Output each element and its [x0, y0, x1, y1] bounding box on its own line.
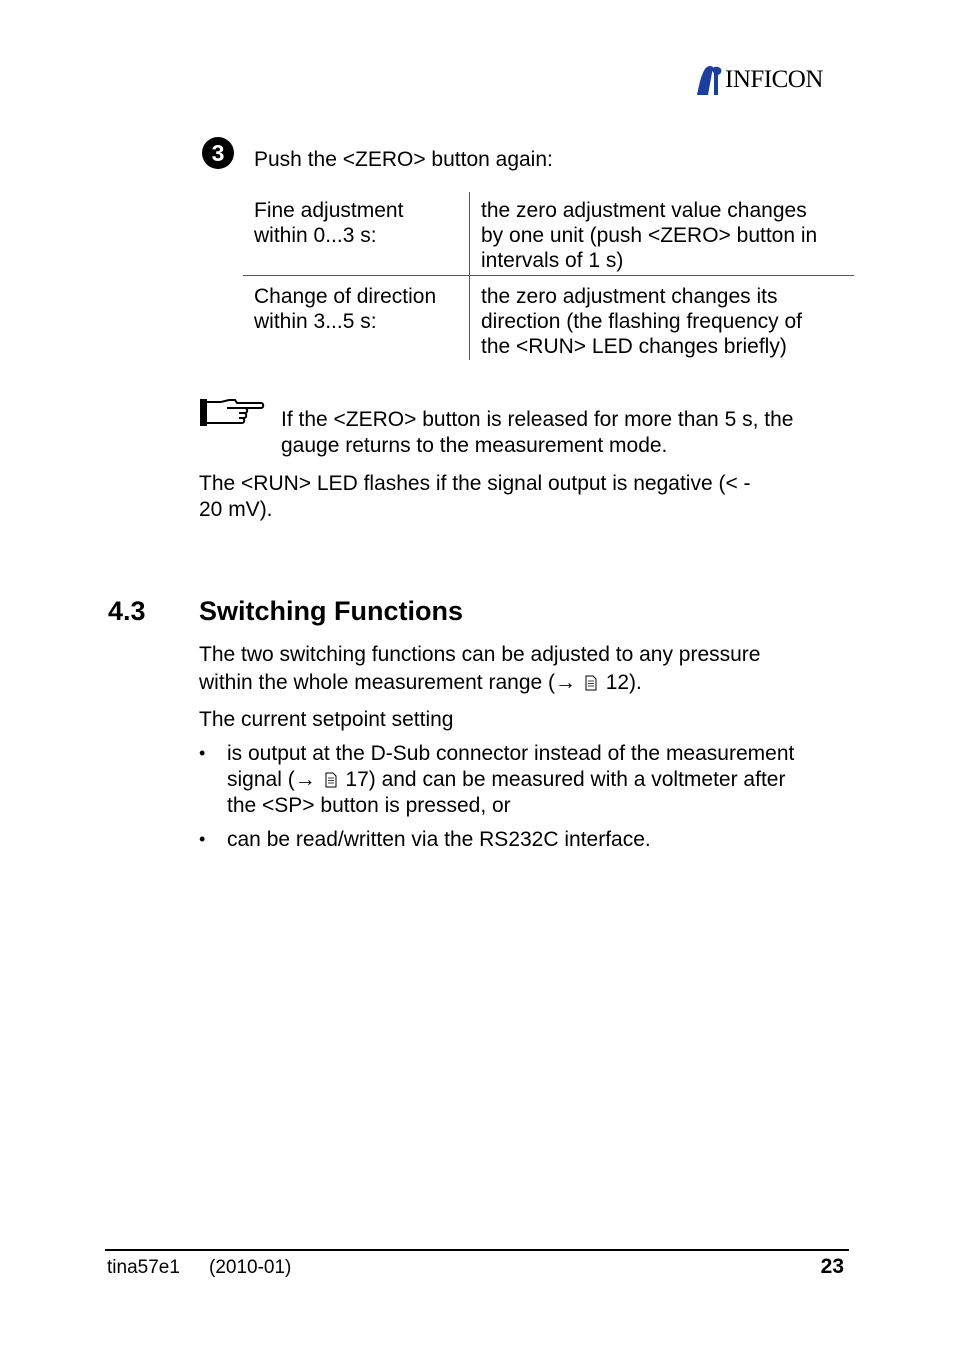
list-item-text: 17) and can be measured with a voltmeter after	[345, 768, 786, 791]
footer-document-id: tina57e1	[107, 1257, 180, 1278]
setpoint-paragraph: The current setpoint setting	[199, 708, 454, 731]
table-row-1-description	[481, 198, 854, 273]
note-text	[281, 407, 841, 459]
list-item	[227, 827, 847, 853]
table-row-2-description	[481, 284, 854, 359]
paragraph-text: within the whole measurement range (→	[199, 671, 577, 694]
table-row-divider	[243, 275, 854, 276]
table-text-line: by one unit (push <ZERO> button in	[481, 224, 818, 247]
inficon-logo	[694, 63, 848, 97]
page-reference-icon	[325, 772, 337, 788]
bullet-icon: •	[199, 743, 206, 763]
table-row-1-label	[254, 198, 459, 248]
step-number-badge: 3	[202, 137, 234, 169]
table-row-2-label	[254, 284, 459, 334]
table-text-line: within 3...5 s:	[254, 310, 377, 333]
section-title: Switching Functions	[199, 596, 463, 626]
page-number: 23	[820, 1255, 844, 1278]
note-line: gauge returns to the measurement mode.	[281, 434, 668, 457]
table-text-line: direction (the flashing frequency of	[481, 310, 803, 333]
table-text-line: the <RUN> LED changes briefly)	[481, 335, 787, 358]
list-item-line: the <SP> button is pressed, or	[227, 794, 511, 817]
note-line: If the <ZERO> button is released for more than 5 s, the	[281, 408, 794, 431]
footer-date: (2010-01)	[209, 1257, 292, 1278]
paragraph-line: 20 mV).	[199, 498, 273, 521]
table-text-line: Change of direction	[254, 285, 437, 308]
paragraph-line	[199, 669, 839, 697]
switching-intro-paragraph	[199, 641, 839, 697]
list-item	[227, 741, 847, 819]
table-column-divider	[469, 192, 470, 360]
footer-divider	[105, 1249, 849, 1251]
paragraph-line: The two switching functions can be adjusted to any pressure	[199, 643, 761, 666]
pointing-hand-icon	[199, 398, 265, 428]
step-instruction: Push the <ZERO> button again:	[254, 148, 553, 171]
paragraph-line: The <RUN> LED flashes if the signal output is negative (< -	[199, 472, 751, 495]
inficon-logo-mark-icon	[694, 63, 724, 97]
table-text-line: intervals of 1 s)	[481, 249, 624, 272]
list-item-text: signal (→	[227, 768, 316, 791]
bullet-icon: •	[199, 829, 206, 849]
logo-wordmark: INFICON	[725, 66, 823, 93]
run-led-paragraph	[199, 471, 799, 523]
section-number: 4.3	[108, 596, 146, 626]
list-item-line	[227, 767, 847, 793]
page-reference-icon	[585, 675, 597, 691]
paragraph-text: 12).	[605, 671, 642, 694]
table-text-line: Fine adjustment	[254, 199, 404, 222]
table-text-line: the zero adjustment changes its	[481, 285, 778, 308]
table-text-line: the zero adjustment value changes	[481, 199, 807, 222]
table-text-line: within 0...3 s:	[254, 224, 377, 247]
list-item-line: can be read/written via the RS232C interface.	[227, 828, 651, 851]
zero-adjustment-table	[243, 192, 854, 360]
list-item-line: is output at the D-Sub connector instead of the measurement	[227, 742, 795, 765]
